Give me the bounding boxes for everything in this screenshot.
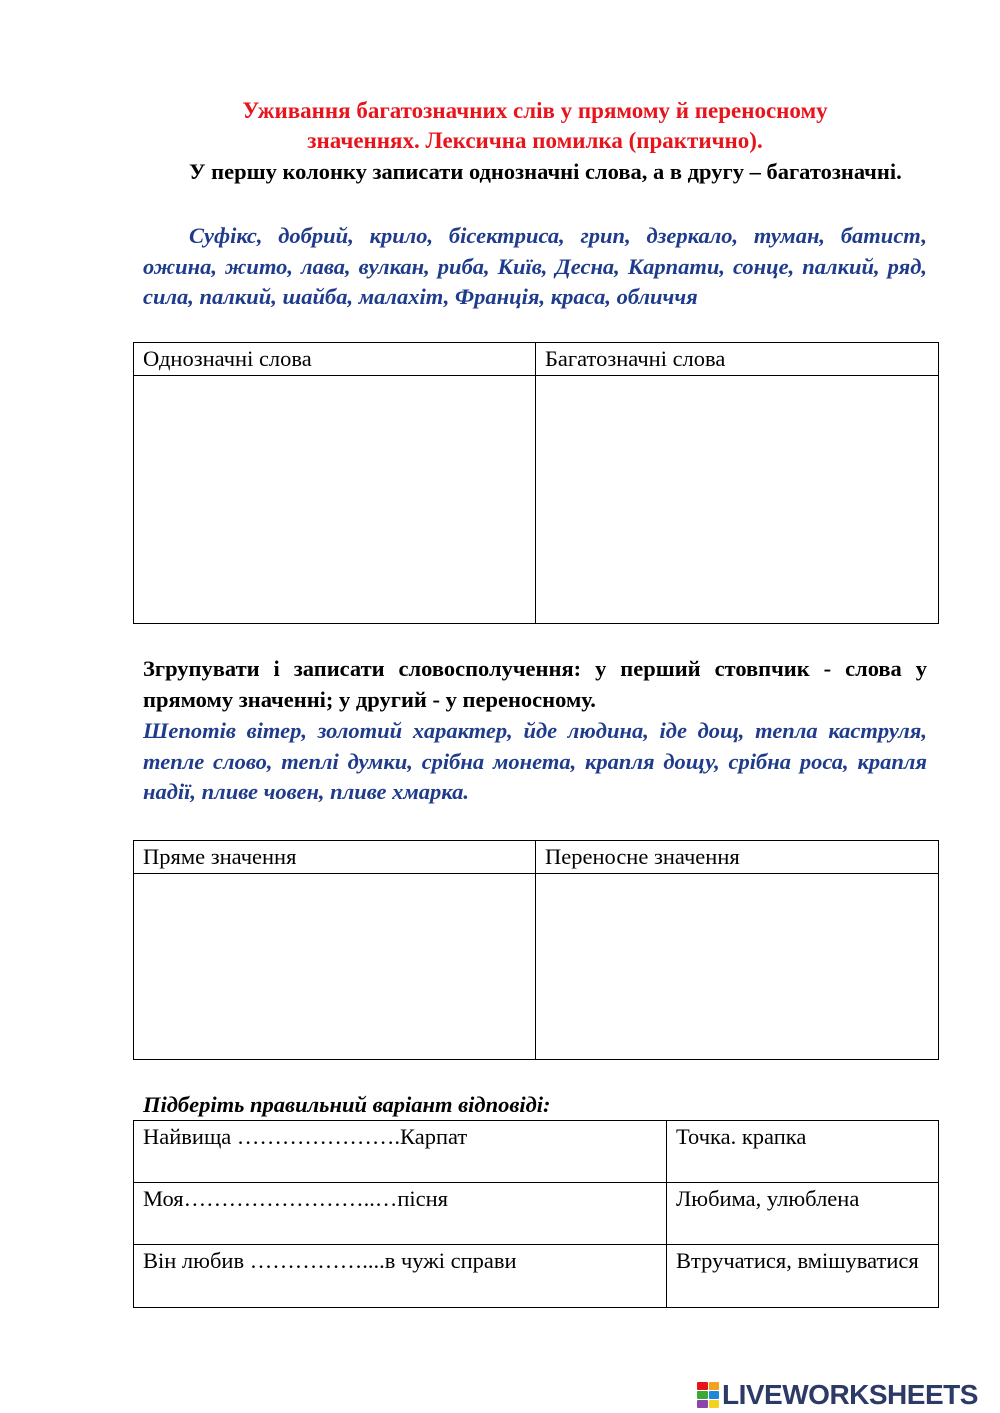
task1-col1-header: Однозначні слова [134, 343, 536, 376]
task3-row [134, 1121, 939, 1183]
task2-col1-header: Пряме значення [134, 841, 536, 874]
task3-options: Любима, улюблена [667, 1183, 939, 1245]
task3-row [134, 1183, 939, 1245]
liveworksheets-mark-icon [697, 1382, 719, 1408]
task1-instruction: У першу колонку записати однозначні слова, а в другу – багатозначні. [189, 159, 902, 184]
task3-sentence: Моя……………………..…пісня [134, 1183, 667, 1245]
task2-answer-cell-figurative[interactable] [536, 874, 939, 1060]
task1-col2-header: Багатозначні слова [536, 343, 939, 376]
title-line-2: значеннях. Лексична помилка (практично). [307, 128, 763, 153]
task1-word-list: Суфікс, добрий, крило, бісектриса, грип, дзеркало, туман, батист, ожина, жито, лава, вулкан, риба, Київ, Десна, Карпати, сонце, палкий, ряд, сила, палкий, шайба, малахіт, Франція, краса, обличчя [143, 223, 927, 309]
liveworksheets-brand: LIVEWORKSHEETS [722, 1379, 978, 1410]
liveworksheets-logo [697, 1378, 978, 1412]
task2-table [133, 840, 939, 1060]
task1-table [133, 342, 939, 624]
task3-table [133, 1120, 939, 1308]
task1-answer-cell-single-meaning[interactable] [134, 376, 536, 624]
task3-sentence: Найвища ………………….Карпат [134, 1121, 667, 1183]
title-line-1: Уживання багатозначних слів у прямому й переносному [242, 98, 828, 123]
page-title [140, 96, 930, 156]
task3-options: Втручатися, вмішуватися [667, 1245, 939, 1308]
task2-instruction: Згрупувати і записати словосполучення: у перший стовпчик - слова у прямому значенні; у другий - у переносному. [143, 656, 927, 712]
task3-row [134, 1245, 939, 1308]
task3-options: Точка. крапка [667, 1121, 939, 1183]
task2-answer-cell-literal[interactable] [134, 874, 536, 1060]
task3-instruction: Підберіть правильний варіант відповіді: [143, 1092, 551, 1117]
task2-phrase-list: Шепотів вітер, золотий характер, йде людина, іде дощ, тепла каструля, тепле слово, теплі думки, срібна монета, крапля дощу, срібна роса, крапля надії, пливе човен, пливе хмарка. [143, 718, 927, 804]
task3-sentence: Він любив ……………....в чужі справи [134, 1245, 667, 1308]
task2-col2-header: Переносне значення [536, 841, 939, 874]
task1-answer-cell-multi-meaning[interactable] [536, 376, 939, 624]
